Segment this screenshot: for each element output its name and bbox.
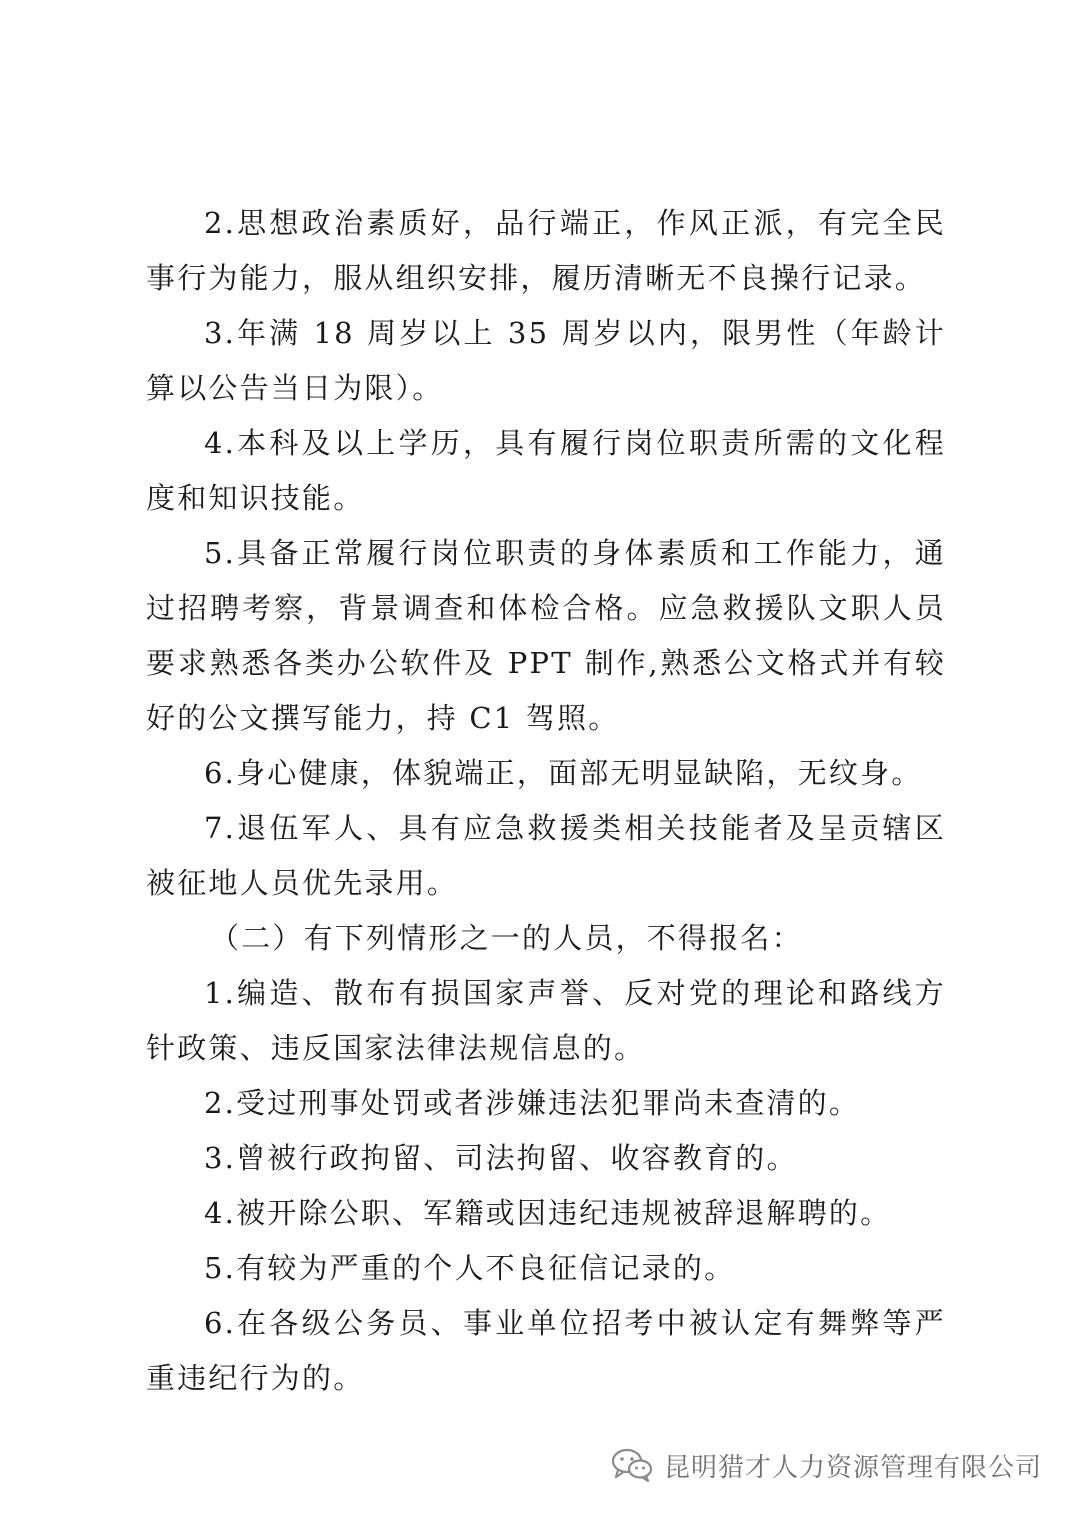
disqualification-6: 6.在各级公务员、事业单位招考中被认定有舞弊等严重违纪行为的。 xyxy=(146,1306,946,1395)
document-body xyxy=(146,196,946,1406)
disqualification-3: 3.曾被行政拘留、司法拘留、收容教育的。 xyxy=(204,1141,798,1175)
disqualification-5: 5.有较为严重的个人不良征信记录的。 xyxy=(204,1251,736,1285)
section-heading-disqualifications: （二）有下列情形之一的人员，不得报名： xyxy=(210,921,803,955)
wechat-icon xyxy=(610,1447,654,1483)
requirement-3: 3.年满 18 周岁以上 35 周岁以内，限男性（年龄计算以公告当日为限）。 xyxy=(146,316,946,405)
disqualification-1: 1.编造、散布有损国家声誉、反对党的理论和路线方针政策、违反国家法律法规信息的。 xyxy=(146,976,946,1065)
requirement-4: 4.本科及以上学历，具有履行岗位职责所需的文化程度和知识技能。 xyxy=(146,426,946,515)
requirement-2: 2.思想政治素质好，品行端正，作风正派，有完全民事行为能力，服从组织安排，履历清晰无不良操行记录。 xyxy=(146,206,946,295)
requirement-5: 5.具备正常履行岗位职责的身体素质和工作能力，通过招聘考察，背景调查和体检合格。应急救援队文职人员要求熟悉各类办公软件及 PPT 制作,熟悉公文格式并有较好的公文撰写能力，持 C1 驾照。 xyxy=(146,536,946,735)
disqualification-2: 2.受过刑事处罚或者涉嫌违法犯罪尚未查清的。 xyxy=(204,1086,861,1120)
disqualification-4: 4.被开除公职、军籍或因违纪违规被辞退解聘的。 xyxy=(204,1196,892,1230)
requirement-6: 6.身心健康，体貌端正，面部无明显缺陷，无纹身。 xyxy=(204,756,923,790)
requirement-7: 7.退伍军人、具有应急救援类相关技能者及呈贡辖区被征地人员优先录用。 xyxy=(146,811,946,900)
wechat-watermark xyxy=(610,1443,1042,1487)
watermark-text: 昆明猎才人力资源管理有限公司 xyxy=(663,1452,1042,1483)
